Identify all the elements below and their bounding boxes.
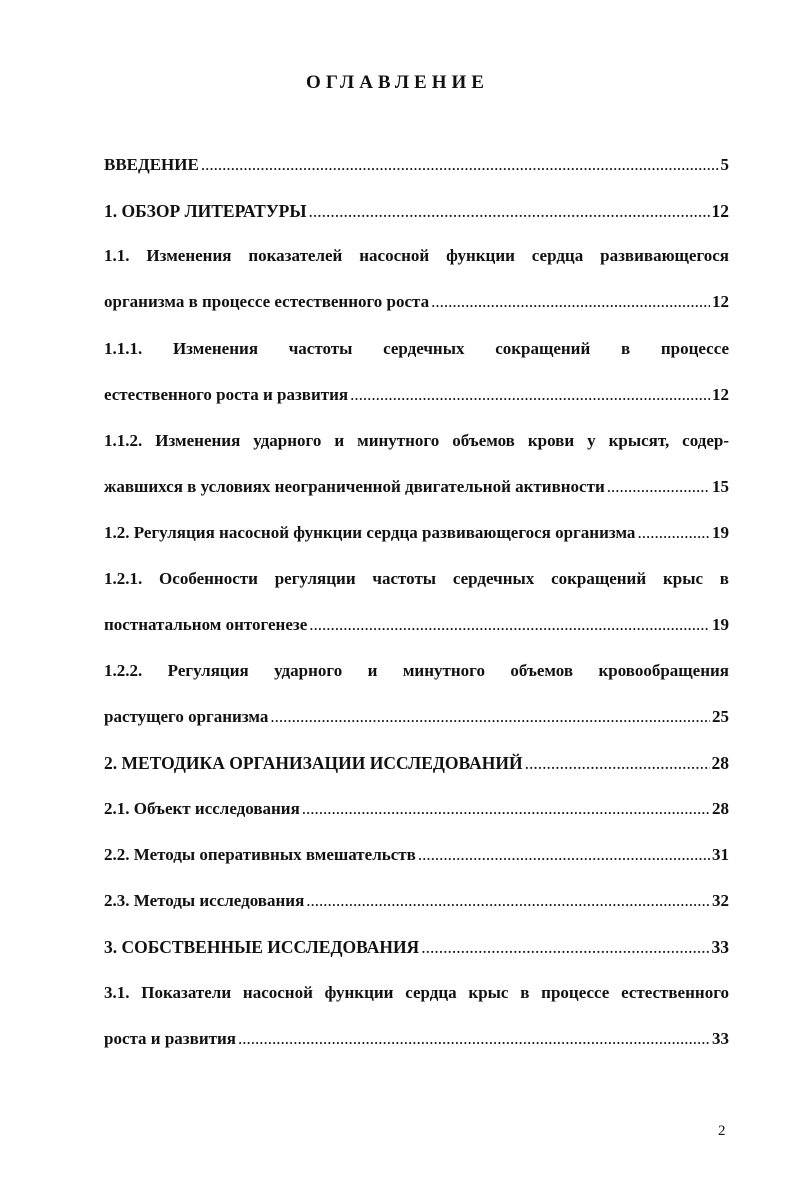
toc-entry-chapter-1[interactable] bbox=[104, 200, 729, 222]
toc-entry-1-2-2-line1[interactable]: 1.2.2. Регуляция ударного и минутного объемов кровообращения bbox=[104, 661, 729, 680]
toc-entry-2-3[interactable] bbox=[104, 890, 729, 912]
toc-page-number: 12 bbox=[711, 201, 729, 221]
toc-page-number: 19 bbox=[712, 523, 729, 542]
toc-page-number: 33 bbox=[712, 1029, 729, 1048]
toc-leader-dots bbox=[431, 291, 710, 313]
toc-entry-text: 2.1. Объект исследования bbox=[104, 799, 300, 818]
toc-page-number: 12 bbox=[712, 292, 729, 311]
toc-page-number: 15 bbox=[712, 477, 729, 496]
toc-page-number: 32 bbox=[712, 891, 729, 910]
toc-leader-dots bbox=[350, 384, 710, 406]
toc-entry-text: 2.2. Методы оперативных вмешательств bbox=[104, 845, 416, 864]
toc-entry-1-2-2-line2[interactable] bbox=[104, 706, 729, 728]
toc-leader-dots bbox=[418, 844, 710, 866]
toc-entry-introduction[interactable] bbox=[104, 154, 729, 176]
toc-page-number: 28 bbox=[712, 799, 729, 818]
toc-leader-dots bbox=[306, 890, 710, 912]
toc-entry-text: 3. СОБСТВЕННЫЕ ИССЛЕДОВАНИЯ bbox=[104, 937, 420, 957]
toc-leader-dots bbox=[637, 522, 710, 544]
toc-entry-1-2-1-line2[interactable] bbox=[104, 614, 729, 636]
toc-page-number: 31 bbox=[712, 845, 729, 864]
toc-leader-dots bbox=[201, 154, 719, 176]
toc-entry-text: естественного роста и развития bbox=[104, 385, 349, 404]
toc-entry-1-1-1-line1[interactable]: 1.1.1. Изменения частоты сердечных сокращений в процессе bbox=[104, 339, 729, 358]
toc-entry-text: 2. МЕТОДИКА ОРГАНИЗАЦИИ ИССЛЕДОВАНИЙ bbox=[104, 753, 523, 773]
toc-entry-3-1-line2[interactable] bbox=[104, 1028, 729, 1050]
toc-entry-1-2-1-line1[interactable]: 1.2.1. Особенности регуляции частоты сердечных сокращений крыс в bbox=[104, 569, 729, 588]
toc-entry-chapter-2[interactable] bbox=[104, 752, 729, 774]
toc-entry-1-1-line2[interactable] bbox=[104, 291, 729, 313]
toc-entry-text: организма в процессе естественного роста bbox=[104, 292, 430, 311]
toc-page-number: 25 bbox=[712, 707, 729, 726]
toc-entry-1-1-1-line2[interactable] bbox=[104, 384, 729, 406]
toc-entry-chapter-3[interactable] bbox=[104, 936, 729, 958]
toc-entry-text: растущего организма bbox=[104, 707, 269, 726]
toc-entry-text: 1.2. Регуляция насосной функции сердца развивающегося организма bbox=[104, 523, 636, 542]
toc-leader-dots bbox=[302, 798, 710, 820]
page-title: ОГЛАВЛЕНИЕ bbox=[306, 72, 489, 93]
toc-entry-3-1-line1[interactable]: 3.1. Показатели насосной функции сердца крыс в процессе естественного bbox=[104, 983, 729, 1002]
toc-leader-dots bbox=[525, 752, 710, 774]
page-number: 2 bbox=[718, 1123, 726, 1139]
toc-page-number: 5 bbox=[720, 155, 729, 174]
toc-entry-text: постнатальном онтогенезе bbox=[104, 615, 308, 634]
toc-entry-2-2[interactable] bbox=[104, 844, 729, 866]
toc-entry-text: ВВЕДЕНИЕ bbox=[104, 155, 199, 174]
toc-leader-dots bbox=[270, 706, 710, 728]
toc-entry-2-1[interactable] bbox=[104, 798, 729, 820]
toc-entry-1-2[interactable] bbox=[104, 522, 729, 544]
toc-page-number: 12 bbox=[712, 385, 729, 404]
toc-entry-text: 1. ОБЗОР ЛИТЕРАТУРЫ bbox=[104, 201, 307, 221]
toc-entry-1-1-2-line2[interactable] bbox=[104, 476, 729, 498]
toc-entry-text: 2.3. Методы исследования bbox=[104, 891, 305, 910]
toc-leader-dots bbox=[607, 476, 710, 498]
toc-leader-dots bbox=[309, 614, 710, 636]
toc-leader-dots bbox=[421, 936, 709, 958]
toc-entry-1-1-line1[interactable]: 1.1. Изменения показателей насосной функции сердца развивающегося bbox=[104, 246, 729, 265]
toc-page-number: 19 bbox=[712, 615, 729, 634]
toc-leader-dots bbox=[238, 1028, 710, 1050]
toc-page-number: 28 bbox=[711, 753, 729, 773]
toc-entry-text: роста и развития bbox=[104, 1029, 236, 1048]
toc-page-number: 33 bbox=[711, 937, 729, 957]
toc-entry-1-1-2-line1[interactable]: 1.1.2. Изменения ударного и минутного объемов крови у крысят, содер- bbox=[104, 431, 729, 450]
toc-leader-dots bbox=[309, 200, 710, 222]
toc-entry-text: жавшихся в условиях неограниченной двигательной активности bbox=[104, 477, 605, 496]
